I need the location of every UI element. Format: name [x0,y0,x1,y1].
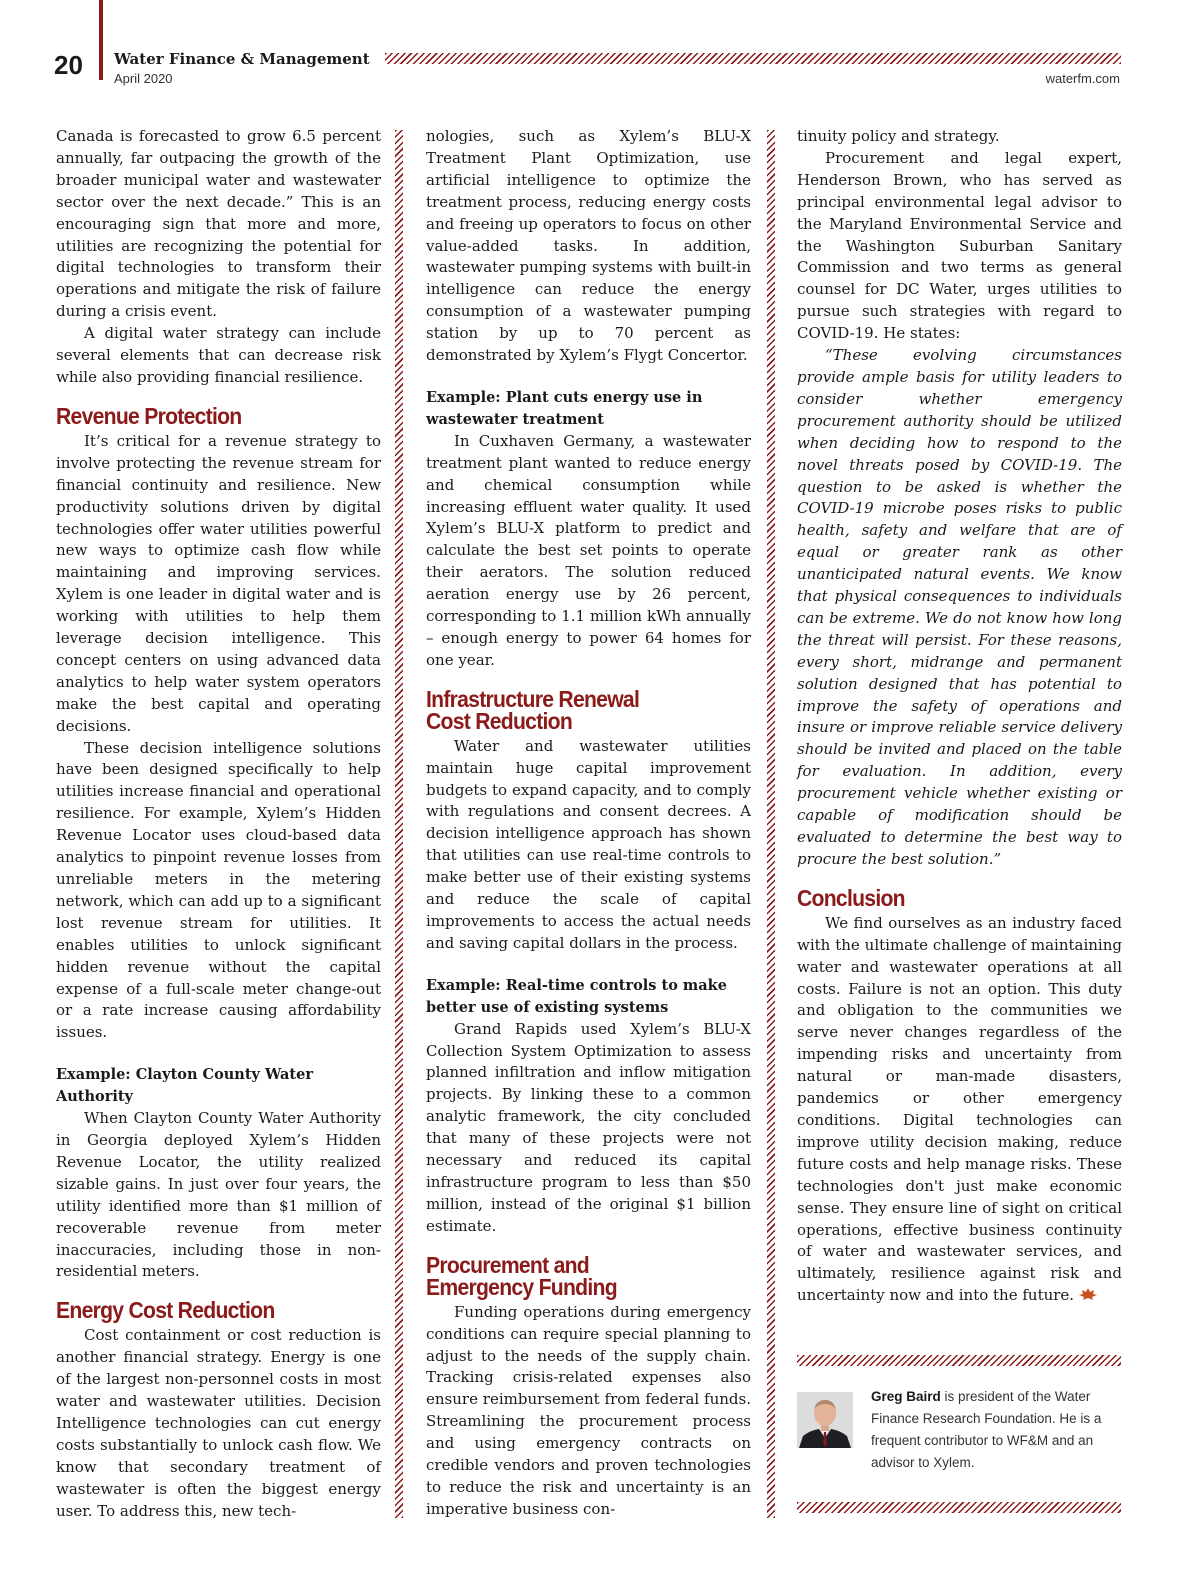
heading-line: Emergency Funding [426,1273,617,1300]
column-divider-1 [395,130,403,1518]
bio-description: is president of the Water Finance Research Foundation. He is a frequent contributor to WF&M and an advisor to Xylem. [871,1389,1102,1470]
paragraph: A digital water strategy can include several elements that can decrease risk while also providing financial resilience. [56,324,381,386]
column-divider-2 [767,130,775,1518]
paragraph: Procurement and legal expert, Henderson Brown, who has served as principal environmental legal advisor to the Maryland Environmental Service and the Washington Suburban Sanitary Commission and two terms as general counsel for DC Water, urges utilities to pursue such strategies with regard to COVID-19. He states: [797,148,1122,343]
paragraph: It’s critical for a revenue strategy to involve protecting the revenue stream for financial continuity and resilience. New productivity solutions driven by digital technologies offer water utilities powerful new ways to optimize cash flow while maintaining and improving services. Xylem is one leader in digital water and is working with utilities to help them leverage decision intelligence. This concept centers on using advanced data analytics to help water system operators make the best capital and operating decisions. [56,431,381,735]
paragraph-conclusion [797,913,1122,1307]
section-heading-energy-cost-reduction: Energy Cost Reduction [56,1297,275,1324]
example-heading-clayton: Example: Clayton County Water Authority [56,1066,313,1106]
paragraph: In Cuxhaven Germany, a wastewater treatment plant wanted to reduce energy and chemical consumption while increasing effluent water quality. It used Xylem’s BLU-X platform to predict and calculate the best set points to operate their aerators. The solution reduced aeration energy use by 26 percent, corresponding to 1.1 million kWh annually – enough energy to power 64 homes for one year. [426,431,751,669]
leaf-end-icon [1078,1287,1098,1301]
paragraph: tinuity policy and strategy. [797,127,1000,145]
author-name: Greg Baird [871,1389,941,1404]
paragraph: Grand Rapids used Xylem’s BLU-X Collection System Optimization to assess planned infiltration and inflow mitigation projects. By linking these to a common analytic framework, the city concluded that many of these projects were not necessary and reduced its capital infrastructure program to less than $50 million, instead of the original $1 billion estimate. [426,1019,751,1235]
page-number: 20 [54,50,83,80]
heading-line: Infrastructure Renewal [426,685,640,712]
paragraph-text: We find ourselves as an industry faced with the ultimate challenge of maintaining water and wastewater operations at all costs. Failure is not an option. This duty and obligation to the communities we serve never changes regardless of the impending risks and uncertainty from natural or man-made disasters, pandemics or other emergency conditions. Digital technologies can improve utility decision making, reduce future costs and help manage risks. These technologies don't just make economic sense. They ensure line of sight on critical operations, effective business continuity of water and wastewater services, and ultimately, resilience against risk and uncertainty now and into the future. [797,913,1122,1305]
heading-line: Cost Reduction [426,707,573,734]
paragraph: nologies, such as Xylem’s BLU-X Treatment Plant Optimization, use artificial intelligence to optimize the treatment process, reducing energy costs and freeing up operators to focus on other value-added tasks. In addition, wastewater pumping systems with built-in intelligence can reduce the energy consumption of a wastewater pumping station by up to 70 percent as demonstrated by Xylem’s Flygt Concertor. [426,127,751,365]
paragraph: Cost containment or cost reduction is another financial strategy. Energy is one of the largest non-personnel costs in most water and wastewater utilities. Decision Intelligence technologies can cut energy costs substantially to unlock cash flow. We know that secondary treatment of wastewater is often the biggest energy user. To address this, new tech- [56,1326,381,1520]
website-link[interactable]: waterfm.com [1045,71,1120,86]
bio-top-rule [797,1355,1121,1366]
section-heading-infrastructure [426,685,725,734]
paragraph: Water and wastewater utilities maintain huge capital improvement budgets to expand capacity, and to comply with regulations and consent decrees. A decision intelligence approach has shown that utilities can use real-time controls to make better use of their existing systems and reduce the scale of capital improvements to access the actual needs and saving capital dollars in the process. [426,736,751,952]
article-column-1 [56,126,381,1522]
block-quote: “These evolving circumstances provide ample basis for utility leaders to consider whether emergency procurement authority should be utilized when deciding how to respond to the novel threats posed by COVID-19. The question to be asked is whether the COVID-19 microbe poses risks to public health, safety and welfare that are of equal or greater rank as other unanticipated natural events. We know that physical consequences to individuals can be extreme. We do not know how long the threat will persist. For these reasons, every short, midrange and permanent solution designed that has potential to improve the safety of operations and insure or improve reliable service delivery should be invited and placed on the table for evaluation. In addition, every procurement vehicle whether existing or capable of modification should be evaluated to determine the best way to procure the best solution.” [797,346,1122,868]
section-heading-procurement [426,1251,725,1300]
article-column-3 [797,126,1122,1307]
paragraph: Funding operations during emergency conditions can require special planning to adjust to the needs of the supply chain. Tracking crisis-related expenses also ensure reimbursement from federal funds. Streamlining the procurement process and using emergency contracts on credible vendors and proven technologies to reduce the risk and uncertainty is an imperative business con- [426,1302,751,1518]
heading-line: Procurement and [426,1251,589,1278]
bio-text [871,1386,1121,1474]
paragraph: These decision intelligence solutions have been designed specifically to help utilities increase financial and operational resilience. For example, Xylem’s Hidden Revenue Locator uses cloud-based data analytics to pinpoint revenue losses from unreliable meters in the metering network, which can add up to a significant lost revenue stream for utilities. It enables utilities to unlock significant hidden revenue without the capital expense of a full-scale meter change-out or a rate increase causing affordability issues. [56,738,381,1042]
paragraph: Canada is forecasted to grow 6.5 percent annually, far outpacing the growth of the broader municipal water and wastewater sector over the next decade.” This is an encouraging sign that more and more, utilities are recognizing the potential for digital technologies to transform their operations and mitigate the risk of failure during a crisis event. [56,127,381,321]
header-accent-bar [99,0,103,80]
section-heading-revenue-protection: Revenue Protection [56,402,242,429]
article-column-2 [426,126,751,1521]
paragraph: When Clayton County Water Authority in Georgia deployed Xylem’s Hidden Revenue Locator, the utility realized sizable gains. In just over four years, the utility identified more than $1 million of recoverable revenue from meter inaccuracies, including those in non-residential meters. [56,1109,381,1281]
example-heading-realtime: Example: Real-time controls to make better use of existing systems [426,976,727,1016]
section-heading-conclusion: Conclusion [797,884,905,911]
issue-date: April 2020 [114,71,173,86]
header-hatch-rule [385,53,1121,64]
example-heading-plant: Example: Plant cuts energy use in wastewater treatment [426,388,703,428]
author-portrait-icon [797,1392,853,1448]
magazine-title: Water Finance & Management [114,50,370,68]
bio-bottom-rule [797,1502,1121,1513]
author-bio [797,1372,1122,1512]
author-photo [797,1392,853,1448]
